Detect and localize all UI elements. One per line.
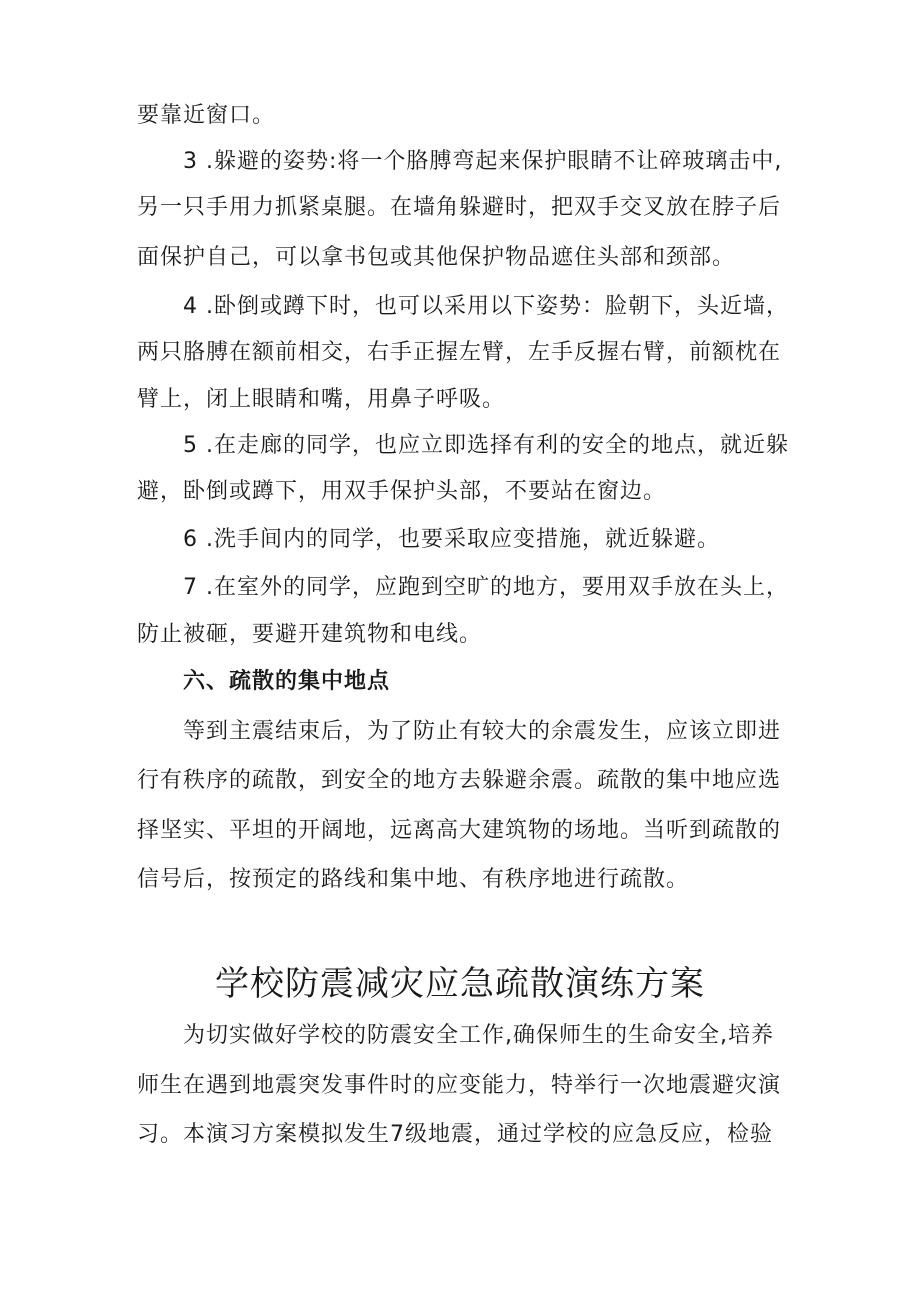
text-line: 要靠近窗口。 [137,103,276,128]
section-heading: 六、疏散的集中地点 [183,669,391,694]
text-line: 习。本演习方案模拟发生7级地震，通过学校的应急反应，检验 [137,1122,773,1147]
text-line: 师生在遇到地震突发事件时的应变能力，特举行一次地震避灾演 [137,1073,782,1098]
document-title: 学校防震减灾应急疏散演练方案 [215,964,705,1004]
text-line: 臂上，闭上眼睛和嘴，用鼻子呼吸。 [137,387,506,412]
text-line: 行有秩序的疏散，到安全的地方去躲避余震。疏散的集中地应选 [137,768,782,793]
text-line: 择坚实、平坦的开阔地，远离高大建筑物的场地。当听到疏散的 [137,818,782,843]
text-line: 防止被砸，要避开建筑物和电线。 [137,622,483,647]
text-line: 面保护自己，可以拿书包或其他保护物品遮住头部和颈部。 [137,245,736,270]
text-line: 6 .洗手间内的同学，也要采取应变措施，就近躲避。 [183,527,720,552]
text-line: 等到主震结束后，为了防止有较大的余震发生，应该立即进 [183,719,782,744]
text-line: 两只胳膊在额前相交，右手正握左臂，左手反握右臂，前额枕在 [137,340,782,365]
text-line: 7 .在室外的同学，应跑到空旷的地方，要用双手放在头上， [183,575,789,600]
text-line: 3 .躲避的姿势:将一个胳膊弯起来保护眼睛不让碎玻璃击中, [183,149,783,174]
text-line: 信号后，按预定的路线和集中地、有秩序地进行疏散。 [137,867,690,892]
text-line: 避，卧倒或蹲下，用双手保护头部，不要站在窗边。 [137,479,667,504]
text-line: 另一只手用力抓紧桌腿。在墙角躲避时，把双手交叉放在脖子后 [137,195,782,220]
text-line: 4 .卧倒或蹲下时，也可以采用以下姿势：脸朝下，头近墙， [183,294,789,319]
text-line: 5 .在走廊的同学，也应立即选择有利的安全的地点，就近躲 [183,433,789,458]
text-line: 为切实做好学校的防震安全工作,确保师生的生命安全,培养 [183,1023,774,1048]
